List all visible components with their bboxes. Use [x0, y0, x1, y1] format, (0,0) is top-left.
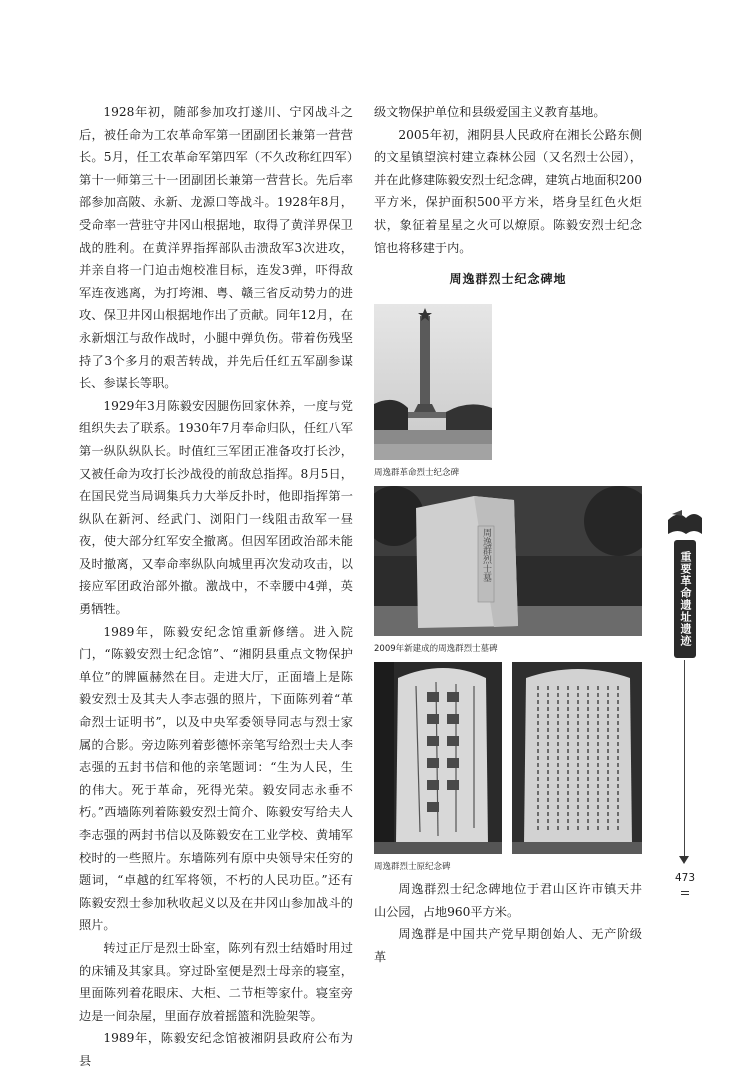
right-column-top [374, 101, 642, 259]
stele-inscription: 周逸群烈士墓 [481, 528, 491, 582]
paragraph: 1929年3月陈毅安因腿伤回家休养，一度与党组织失去了联系。1930年7月奉命归队，任红八军第一纵队纵队长。时值红三军团正准备攻打长沙，又被任命为攻打长沙战役的前敌总指挥。8月5日，在国民党当局调集兵力大举反扑时，他即指挥第一纵队在新河、经武门、浏阳门一线阻击敌军一昼夜，使大部分红军安全撤离。但因军团政治部未能及时撤离，又奉命率纵队向城里再次发动攻击，以接应军团政治部外撤。激战中，不幸腰中4弹，英勇牺牲。 [79, 398, 353, 617]
right-column-bottom [374, 878, 642, 968]
original-stele-photo-front [374, 662, 502, 854]
book-icon [666, 508, 704, 542]
page-number-rule [681, 894, 689, 895]
left-column [79, 101, 353, 1073]
paragraph: 转过正厅是烈士卧室，陈列有烈士结婚时用过的床铺及其家具。穿过卧室便是烈士母亲的寝室，里面陈列着花眼床、大柜、二节柜等家什。寝室旁边是一间杂屋，里面存放着摇篮和洗脸架等。 [79, 940, 353, 1023]
paragraph: 1989年，陈毅安纪念馆重新修缮。进入院门，“陈毅安烈士纪念馆”、“湘阴县重点文物保护单位”的牌匾赫然在目。走进大厅，正面墙上是陈毅安烈士及其夫人李志强的照片，下面陈列着“革命烈士证明书”，以及中央军委领导同志与烈士家属的合影。旁边陈列着彭德怀亲笔写给烈士夫人李志强的五封书信和他的亲笔题词：“生为人民，生的伟大。死于革命，死得光荣。毅安同志永垂不朽。”西墙陈列着陈毅安烈士简介、陈毅安写给夫人李志强的两封书信以及陈毅安在工业学校、黄埔军校时的一些照片。东墙陈列有原中央领导宋任穷的题词，“卓越的红军将领，不朽的人民功臣。”还有陈毅安烈士参加秋收起义以及在井冈山参加战斗的照片。 [79, 624, 353, 933]
photo-caption: 2009年新建成的周逸群烈士墓碑 [374, 644, 498, 654]
side-rule [684, 660, 685, 856]
page-number-rule [681, 891, 689, 892]
arrow-down-icon [679, 856, 689, 864]
page-number: 473 [674, 872, 696, 884]
paragraph: 级文物保护单位和县级爱国主义教育基地。 [374, 105, 606, 119]
monument-photo [374, 304, 492, 460]
paragraph: 周逸群是中国共产党早期创始人、无产阶级革 [374, 927, 642, 964]
paragraph: 2005年初，湘阴县人民政府在湘长公路东侧的文星镇望滨村建立森林公园（又名烈士公园），并在此修建陈毅安烈士纪念碑，建筑占地面积200平方米，保护面积500平方米，塔身呈红色火炬状，象征着星星之火可以燎原。陈毅安烈士纪念馆也将移建于内。 [374, 127, 642, 255]
paragraph: 1928年初，随部参加攻打遂川、宁冈战斗之后，被任命为工农革命军第一团副团长兼第一营营长。5月，任工农革命军第四军（不久改称红四军）第十一师第三十一团副团长兼第一营营长。先后率部参加高陂、永新、龙源口等战斗。1928年8月，受命率一营驻守井冈山根据地，取得了黄洋界保卫战的胜利。在黄洋界指挥部队击溃敌军3次进攻，并亲自将一门迫击炮校准目标，连发3弹，吓得敌军连夜逃离，为打垮湘、粤、赣三省反动势力的进攻、保卫井冈山根据地作出了贡献。同年12月，在永新烟江与敌作战时，小腿中弹负伤。带着伤残坚持了3个多月的艰苦转战，并先后任红五军副参谋长、参谋长等职。 [79, 105, 353, 391]
section-title: 周逸群烈士纪念碑地 [449, 272, 567, 286]
stele-photo [374, 486, 642, 636]
paragraph: 1989年，陈毅安纪念馆被湘阴县政府公布为县 [79, 1031, 353, 1068]
section-tab: 重要革命遗址遗迹 [674, 540, 696, 658]
photo-caption: 周逸群烈士原纪念碑 [374, 862, 451, 872]
original-stele-photo-back [512, 662, 642, 854]
paragraph: 周逸群烈士纪念碑地位于君山区许市镇天井山公园，占地960平方米。 [374, 882, 642, 919]
photo-caption: 周逸群革命烈士纪念碑 [374, 468, 460, 478]
